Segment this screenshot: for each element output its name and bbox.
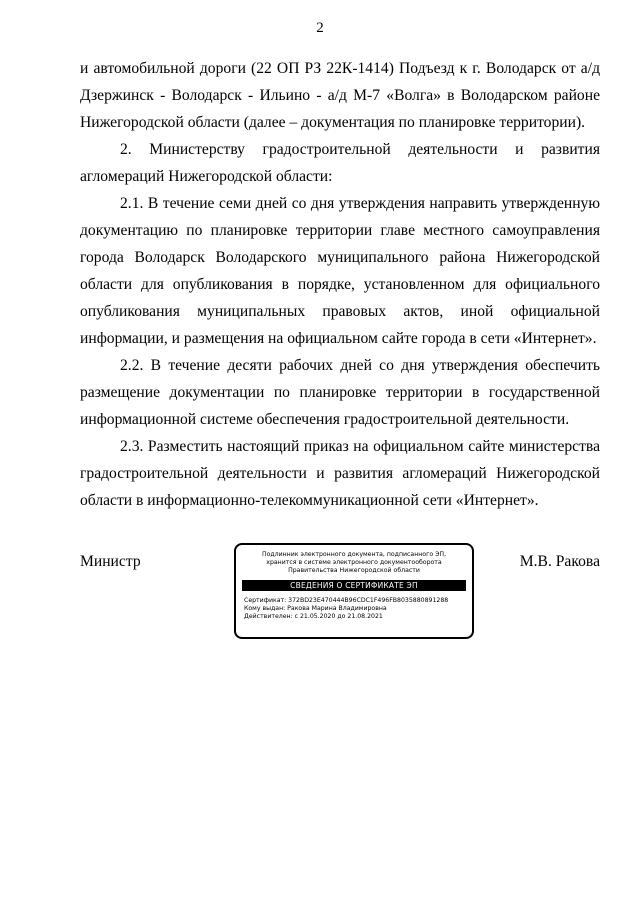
paragraph-item-2-2: 2.2. В течение десяти рабочих дней со дня утверждения обеспечить размещение документации по планировке территории в государственной информационной системе обеспечения градостроительной деятельности.	[80, 357, 600, 428]
page-number: 2	[316, 20, 324, 36]
document-body	[80, 55, 600, 514]
paragraph-continuation: и автомобильной дороги (22 ОП РЗ 22К-1414) Подъезд к г. Володарск от а/д Дзержинск - Володарск - Ильино - а/д М-7 «Волга» в Володарском районе Нижегородской области (далее – документация по планировке территории).	[80, 60, 600, 131]
signer-name: М.В. Ракова	[519, 553, 600, 570]
electronic-signature-stamp	[234, 543, 474, 639]
signer-title: Министр	[80, 553, 141, 570]
paragraph-item-2-3: 2.3. Разместить настоящий приказ на официальном сайте министерства градостроительной деятельности и развития агломераций Нижегородской области в информационно-телекоммуникационной сети «Интернет».	[80, 438, 600, 509]
paragraph-item-2-1: 2.1. В течение семи дней со дня утверждения направить утвержденную документацию по планировке территории главе местного самоуправления города Володарск Володарского муниципального района Нижегородской области для опубликования в порядке, установленном для официального опубликования муниципальных правовых актов, иной официальной информации, и размещения на официальном сайте города в сети «Интернет».	[80, 195, 600, 347]
stamp-certificate-bar: СВЕДЕНИЯ О СЕРТИФИКАТЕ ЭП	[242, 580, 466, 591]
stamp-header	[244, 551, 464, 575]
stamp-header-line: Правительства Нижегородской области	[288, 567, 420, 574]
stamp-issued-to: Кому выдан: Ракова Марина Владимировна	[244, 605, 387, 612]
stamp-header-line: Подлинник электронного документа, подписанного ЭП,	[261, 551, 447, 558]
stamp-validity: Действителен: с 21.05.2020 до 21.08.2021	[244, 613, 383, 620]
paragraph-item-2: 2. Министерству градостроительной деятельности и развития агломераций Нижегородской области:	[80, 141, 600, 185]
signature-block	[80, 545, 600, 645]
stamp-certificate-number: Сертификат: 372BD23E470444B96CDC1F496FB8035880891288	[244, 597, 449, 604]
stamp-header-line: хранится в системе электронного документооборота	[266, 559, 442, 566]
